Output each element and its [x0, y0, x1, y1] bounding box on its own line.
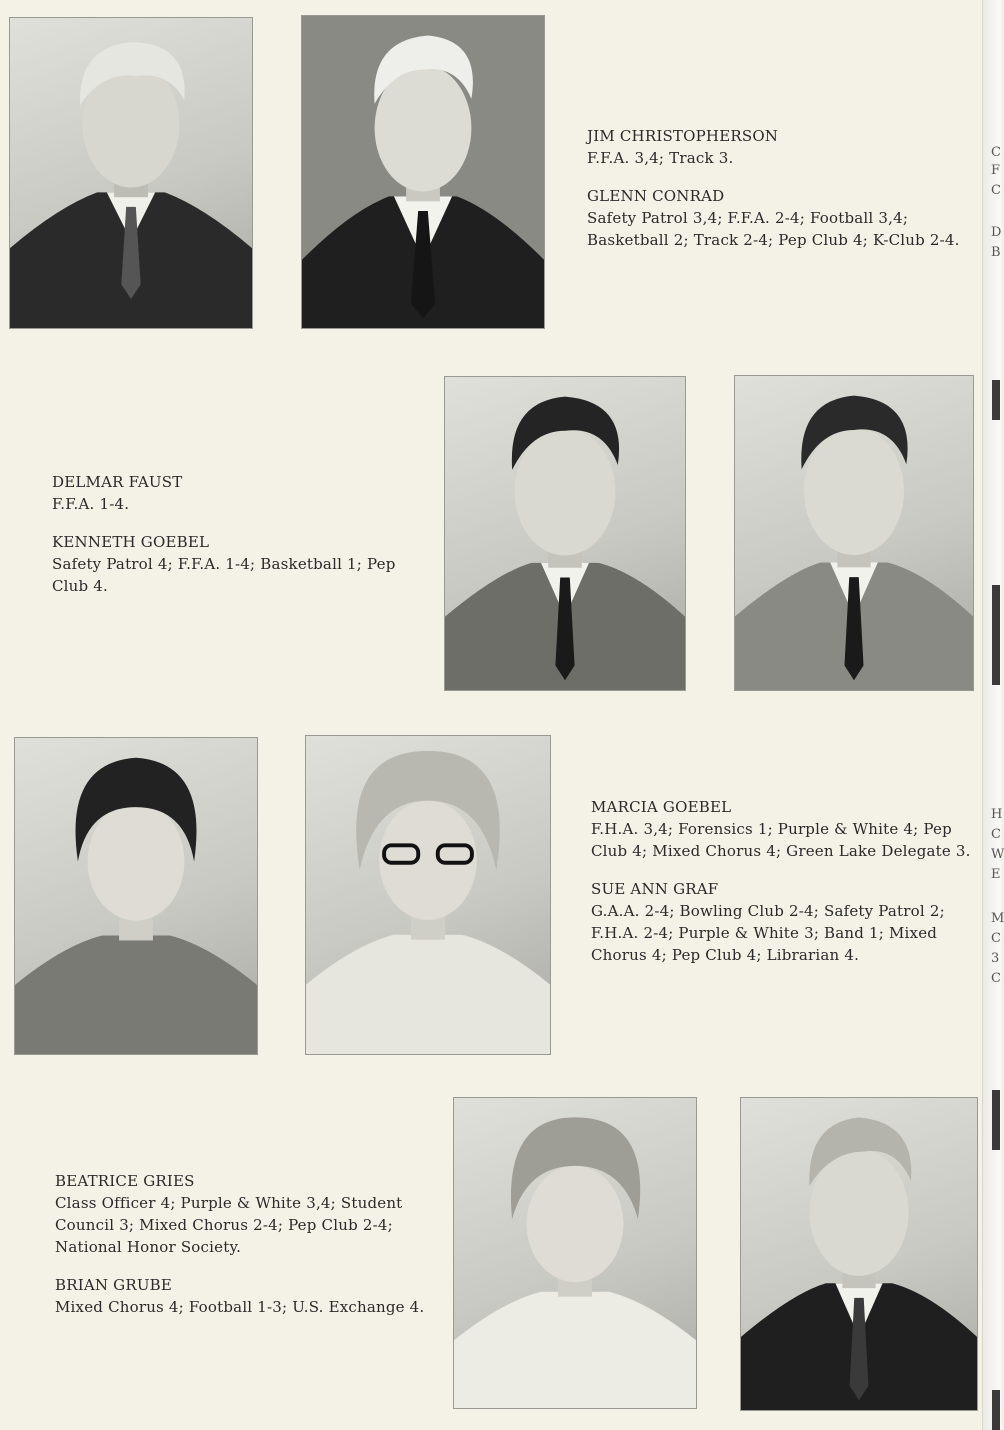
- adjacent-page-letter: E: [991, 867, 1001, 882]
- adjacent-page-letter: H: [991, 807, 1003, 822]
- portrait-photo: [741, 1098, 977, 1410]
- adjacent-page-photo-edge: [992, 1090, 1000, 1150]
- portrait-photo: [15, 738, 257, 1054]
- student-entry: [52, 471, 412, 597]
- adjacent-page-letter: C: [991, 931, 1001, 946]
- adjacent-page-letter: C: [991, 145, 1001, 160]
- student-name: GLENN CONRAD: [587, 187, 725, 205]
- portrait-photo: [306, 736, 550, 1054]
- student-name: BEATRICE GRIES: [55, 1172, 195, 1190]
- student-name: KENNETH GOEBEL: [52, 533, 210, 551]
- adjacent-page-letter: M: [991, 911, 1004, 926]
- student-activities: F.F.A. 1-4.: [52, 495, 130, 513]
- adjacent-page-photo-edge: [992, 380, 1000, 420]
- student-name: DELMAR FAUST: [52, 473, 183, 491]
- adjacent-page-letter: C: [991, 827, 1001, 842]
- adjacent-page-letter: 3: [991, 951, 1000, 966]
- student-activities: Safety Patrol 4; F.F.A. 1-4; Basketball 1; Pep Club 4.: [52, 555, 396, 595]
- student-name: BRIAN GRUBE: [55, 1276, 173, 1294]
- adjacent-page-photo-edge: [992, 585, 1000, 685]
- student-activities: G.A.A. 2-4; Bowling Club 2-4; Safety Patrol 2; F.H.A. 2-4; Purple & White 3; Band 1; Mixed Chorus 4; Pep Club 4; Librarian 4.: [591, 902, 945, 964]
- student-activities: F.F.A. 3,4; Track 3.: [587, 149, 734, 167]
- student-entry: [587, 125, 972, 251]
- student-entry: [55, 1170, 450, 1318]
- student-activities: F.H.A. 3,4; Forensics 1; Purple & White 4; Pep Club 4; Mixed Chorus 4; Green Lake Delegate 3.: [591, 820, 971, 860]
- student-name: MARCIA GOEBEL: [591, 798, 732, 816]
- student-entry: [591, 796, 976, 966]
- adjacent-page-letter: W: [991, 847, 1004, 862]
- portrait-photo: [445, 377, 685, 690]
- portrait-photo: [735, 376, 973, 690]
- portrait-photo: [454, 1098, 696, 1408]
- student-activities: Mixed Chorus 4; Football 1-3; U.S. Exchange 4.: [55, 1298, 425, 1316]
- adjacent-page-photo-edge: [992, 1390, 1000, 1430]
- adjacent-page-edge: [982, 0, 1001, 1430]
- adjacent-page-letter: C: [991, 971, 1001, 986]
- adjacent-page-letter: F: [991, 163, 1001, 178]
- student-name: SUE ANN GRAF: [591, 880, 719, 898]
- adjacent-page-letter: D: [991, 225, 1002, 240]
- student-activities: Class Officer 4; Purple & White 3,4; Student Council 3; Mixed Chorus 2-4; Pep Club 2-4; National Honor Society.: [55, 1194, 403, 1256]
- adjacent-page-letter: B: [991, 245, 1001, 260]
- portrait-photo: [302, 16, 544, 328]
- student-activities: Safety Patrol 3,4; F.F.A. 2-4; Football 3,4; Basketball 2; Track 2-4; Pep Club 4; K-Club 2-4.: [587, 209, 960, 249]
- portrait-photo: [10, 18, 252, 328]
- adjacent-page-letter: C: [991, 183, 1001, 198]
- student-name: JIM CHRISTOPHERSON: [587, 127, 779, 145]
